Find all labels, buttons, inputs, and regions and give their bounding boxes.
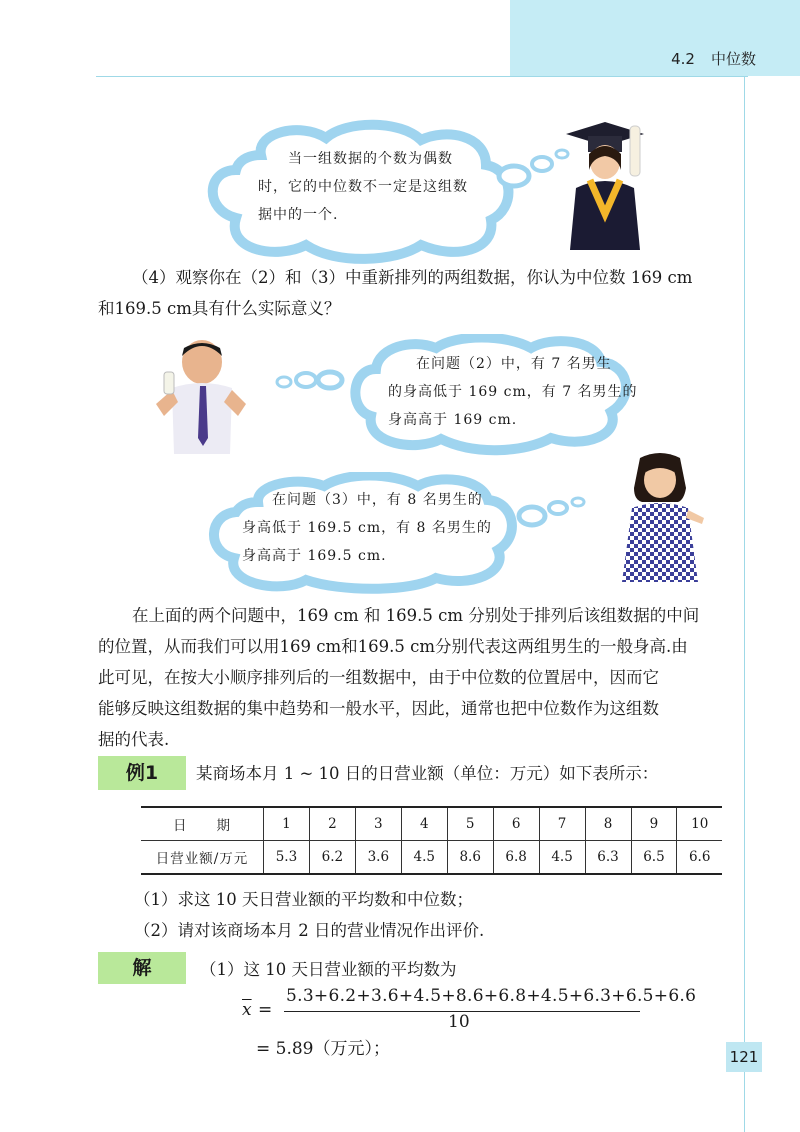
table-cell: 3.6 [355,841,401,875]
boy-illustration [150,338,250,456]
paragraph-line: 能够反映这组数据的集中趋势和一般水平，因此，通常也把中位数作为这组数 [98,699,659,718]
table-cell: 3 [355,807,401,841]
paragraph-line: 的位置，从而我们可以用169 cm和169.5 cm分别代表这两组男生的一般身高.由 [98,637,688,656]
question-4-line: （4）观察你在（2）和（3）中重新排列的两组数据，你认为中位数 169 cm [132,268,693,287]
example-label: 例1 [125,762,159,784]
main-paragraph [98,600,728,755]
cloud-2-text [388,350,638,434]
cloud-3-text [242,486,512,570]
paragraph-line: 据的代表. [98,730,170,749]
table-cell: 2 [309,807,355,841]
cloud-3-line: 身高高于 169.5 cm. [242,548,387,564]
question-4 [98,262,728,324]
solution-badge [98,952,186,984]
table-cell: 10 [677,807,722,841]
table-row-revenue [141,841,722,875]
paragraph-line: 此可见，在按大小顺序排列后的一组数据中，由于中位数的位置居中，因而它 [98,668,659,687]
table-cell: 6.8 [493,841,539,875]
table-cell: 5 [447,807,493,841]
cloud-1-line: 当一组数据的个数为偶数 [288,151,453,167]
table-cell: 6.3 [585,841,631,875]
section-number: 4.2 [671,50,695,68]
formula-numerator: 5.3+6.2+3.6+4.5+8.6+6.8+4.5+6.3+6.5+6.6 [286,986,697,1006]
solution-label: 解 [132,957,152,979]
mean-result: = 5.89（万元）； [256,1039,390,1059]
cloud-3-line: 在问题（3）中，有 8 名男生的 [272,492,483,508]
header-rule [96,76,748,77]
table-cell: 8.6 [447,841,493,875]
table-cell: 7 [539,807,585,841]
example-badge [98,756,186,790]
header-band [510,0,800,76]
equals-sign: = [258,1000,273,1020]
graduate-girl-illustration [560,118,650,253]
question-line: （1）求这 10 天日营业额的平均数和中位数； [134,890,473,909]
example-questions [134,884,724,946]
table-cell: 6.2 [309,841,355,875]
solution-intro: （1）这 10 天日营业额的平均数为 [200,960,457,979]
cloud-1-text [258,145,488,229]
table-cell: 1 [264,807,310,841]
cloud-1-line: 时，它的中位数不一定是这组数 [258,179,468,195]
row-header-revenue: 日营业额/万元 [141,841,264,875]
example-text: 某商场本月 1 ~ 10 日的日营业额（单位：万元）如下表所示： [196,764,659,783]
paragraph-line: 在上面的两个问题中，169 cm 和 169.5 cm 分别处于排列后该组数据的中间 [132,606,700,625]
sales-table [141,806,722,875]
table-cell: 8 [585,807,631,841]
question-4-line: 和169.5 cm具有什么实际意义？ [98,299,341,318]
cloud-1-line: 据中的一个. [258,207,339,223]
mean-symbol: $\overline{x}$ [242,1000,252,1020]
cloud-3-line: 身高低于 169.5 cm，有 8 名男生的 [242,520,492,536]
table-cell: 4.5 [401,841,447,875]
page-number: 121 [726,1042,762,1072]
formula-denominator: 10 [448,1012,470,1032]
table-cell: 4.5 [539,841,585,875]
table-cell: 6.5 [631,841,677,875]
cloud-2-line: 的身高低于 169 cm，有 7 名男生的 [388,384,638,400]
mean-formula [240,986,697,1036]
margin-rule [744,76,745,1132]
table-cell: 6 [493,807,539,841]
table-cell: 4 [401,807,447,841]
section-title: 中位数 [710,50,756,68]
cloud-2-line: 在问题（2）中，有 7 名男生 [416,356,612,372]
table-cell: 5.3 [264,841,310,875]
question-line: （2）请对该商场本月 2 日的营业情况作出评价. [134,921,485,940]
section-header [671,48,756,69]
table-cell: 9 [631,807,677,841]
table-row-days [141,807,722,841]
girl-illustration [614,452,706,584]
cloud-2-line: 身高高于 169 cm. [388,412,518,428]
table-cell: 6.6 [677,841,722,875]
row-header-days: 日 期 [141,807,264,841]
